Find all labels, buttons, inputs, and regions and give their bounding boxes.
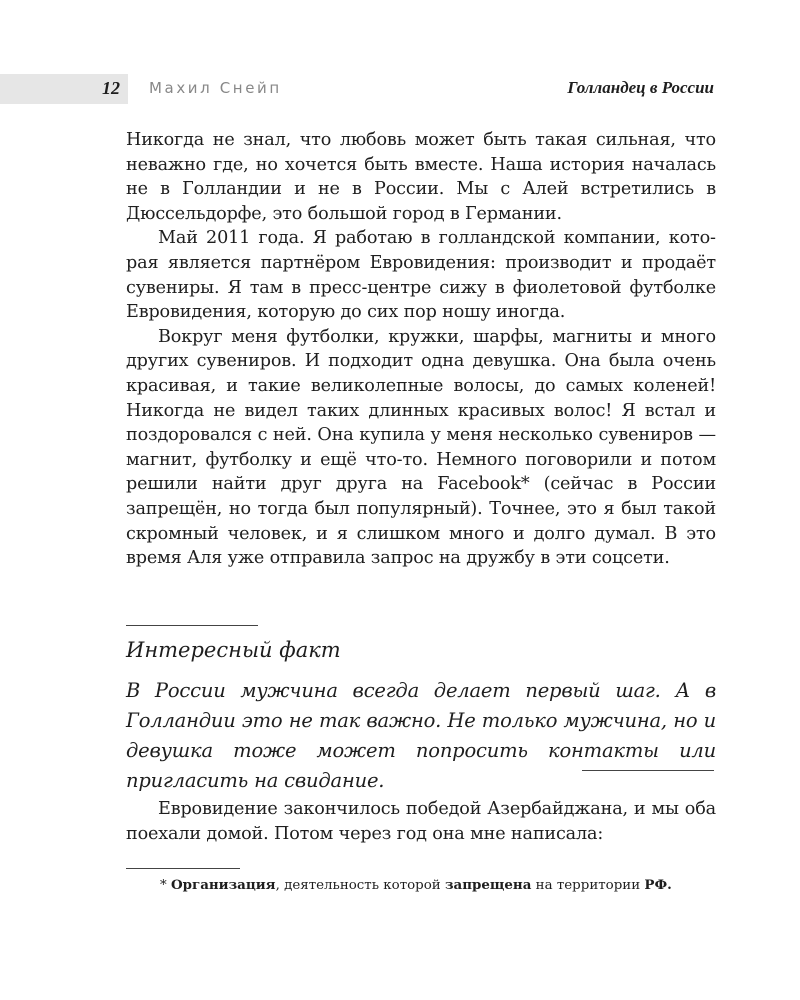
paragraph-3: Вокруг меня футболки, кружки, шарфы, магниты и много других сувениров. И подходит одна девушка. Она была очень красивая, и такие великолепные волосы, до самых коленей! Никогда не видел таких длинных красивых волос! Я встал и поздоровался с ней. Она купила у меня несколько сувениров — магнит, футболку и ещё что-то. Немного поговорили и потом решили найти друг друга на Facebook* (сейчас в России запрещён, но тогда был популярный). Точнее, это я был такой скромный человек, и я слишком много и долго думал. В это время Аля уже отправила запрос на дружбу в эти соцсети. [126, 326, 716, 569]
footnote-text-1: , деятельность которой [275, 878, 441, 893]
footnote-word-rf: РФ. [644, 877, 672, 893]
paragraph-4: Евровидение закончилось победой Азербайджана, и мы оба поехали домой. Потом через год она мне написала: [126, 799, 716, 844]
fact-text: В России мужчина всегда делает первый шаг. А в Голландии это не так важно. Не только мужчина, но и девушка тоже может попросить контакты или пригласить на свидание. [126, 679, 716, 792]
book-title: Голландец в России [567, 78, 714, 97]
fact-bottom-rule [582, 770, 714, 771]
fact-top-rule [126, 625, 258, 626]
continuation-text [126, 797, 716, 846]
main-text [126, 128, 716, 571]
paragraph-2: Май 2011 года. Я работаю в голландской компании, которая является партнёром Евровидения: производит и продаёт сувениры. Я там в пресс-центре сижу в фиолетовой футболке Евровидения, которую до сих пор ношу иногда. [126, 228, 716, 323]
fact-title: Интересный факт [126, 638, 341, 662]
footnote-word-banned: запрещена [445, 877, 532, 893]
footnote-text-2: на территории [535, 878, 641, 893]
paragraph-1: Никогда не знал, что любовь может быть такая сильная, что неважно где, но хочется быть вместе. Наша история началась не в Голландии и не в России. Мы с Алей встретились в Дюссельдорфе, это большой город в Германии. [126, 130, 716, 224]
page-number: 12 [102, 78, 120, 98]
author-name: Махил Снейп [149, 79, 282, 97]
footnote-word-organization: Организация [170, 877, 276, 893]
footnote-marker: * [160, 878, 167, 893]
footnote-rule [126, 868, 240, 869]
footnote [160, 877, 672, 893]
